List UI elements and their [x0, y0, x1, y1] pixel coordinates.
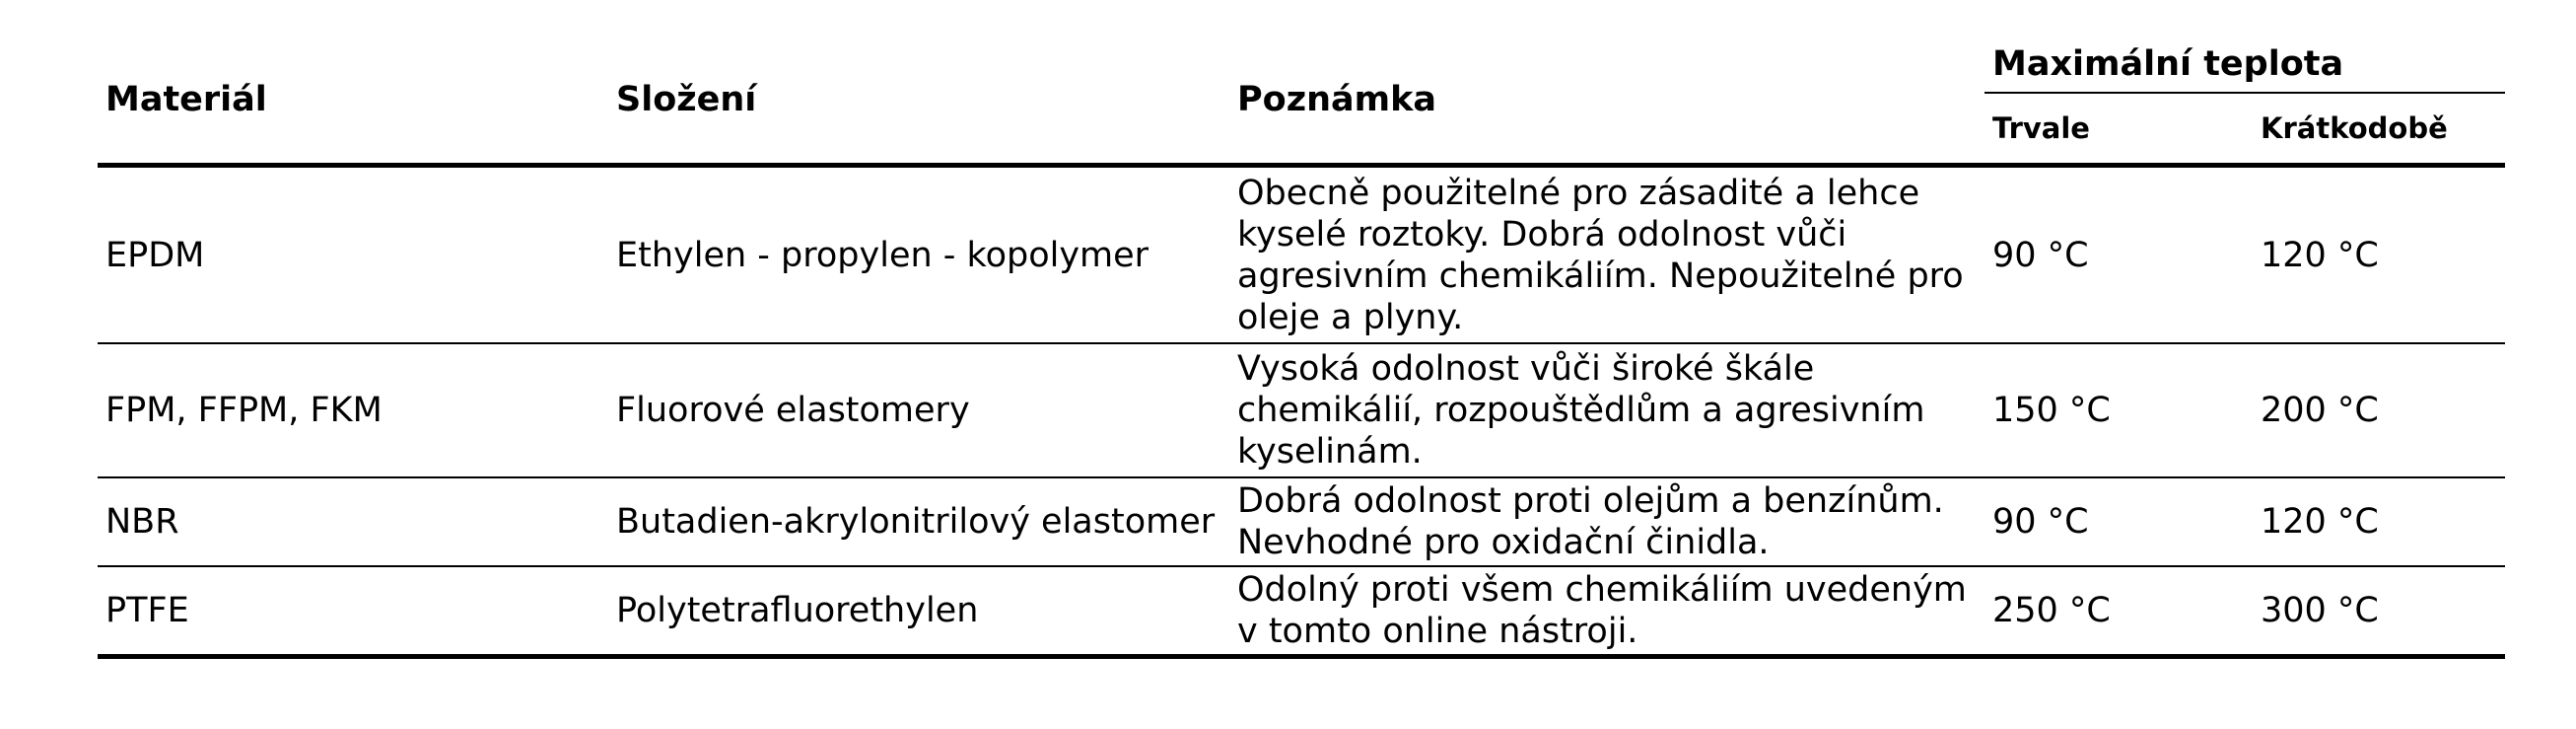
- cell-composition: Ethylen - propylen - kopolymer: [608, 166, 1229, 344]
- cell-material: EPDM: [98, 166, 608, 344]
- cell-continuous-temp: 90 °C: [1984, 166, 2253, 344]
- table-row: [98, 566, 2505, 657]
- cell-material: PTFE: [98, 566, 608, 657]
- header-note: Poznámka: [1229, 36, 1984, 166]
- table-row: [98, 343, 2505, 477]
- header-row: [98, 36, 2505, 93]
- cell-note: Obecně použitelné pro zásadité a lehce kyselé roztoky. Dobrá odolnost vůči agresivním chemikáliím. Nepoužitelné pro oleje a plyny.: [1229, 166, 1984, 344]
- table-body: [98, 166, 2505, 657]
- cell-note: Odolný proti všem chemikáliím uvedeným v tomto online nástroji.: [1229, 566, 1984, 657]
- cell-short-term-temp: 120 °C: [2253, 477, 2505, 566]
- cell-short-term-temp: 200 °C: [2253, 343, 2505, 477]
- cell-composition: Butadien-akrylonitrilový elastomer: [608, 477, 1229, 566]
- table-header: [98, 36, 2505, 166]
- cell-continuous-temp: 150 °C: [1984, 343, 2253, 477]
- materials-table: [98, 36, 2505, 659]
- header-continuous: Trvale: [1984, 93, 2253, 166]
- table-row: [98, 477, 2505, 566]
- cell-note: Vysoká odolnost vůči široké škále chemikálií, rozpouštědlům a agresivním kyselinám.: [1229, 343, 1984, 477]
- header-short-term: Krátkodobě: [2253, 93, 2505, 166]
- table-row: [98, 166, 2505, 344]
- cell-continuous-temp: 90 °C: [1984, 477, 2253, 566]
- cell-short-term-temp: 300 °C: [2253, 566, 2505, 657]
- header-composition: Složení: [608, 36, 1229, 166]
- header-material: Materiál: [98, 36, 608, 166]
- cell-composition: Polytetrafluorethylen: [608, 566, 1229, 657]
- cell-material: NBR: [98, 477, 608, 566]
- cell-continuous-temp: 250 °C: [1984, 566, 2253, 657]
- cell-short-term-temp: 120 °C: [2253, 166, 2505, 344]
- header-max-temperature: Maximální teplota: [1984, 36, 2505, 93]
- cell-composition: Fluorové elastomery: [608, 343, 1229, 477]
- cell-material: FPM, FFPM, FKM: [98, 343, 608, 477]
- cell-note: Dobrá odolnost proti olejům a benzínům. Nevhodné pro oxidační činidla.: [1229, 477, 1984, 566]
